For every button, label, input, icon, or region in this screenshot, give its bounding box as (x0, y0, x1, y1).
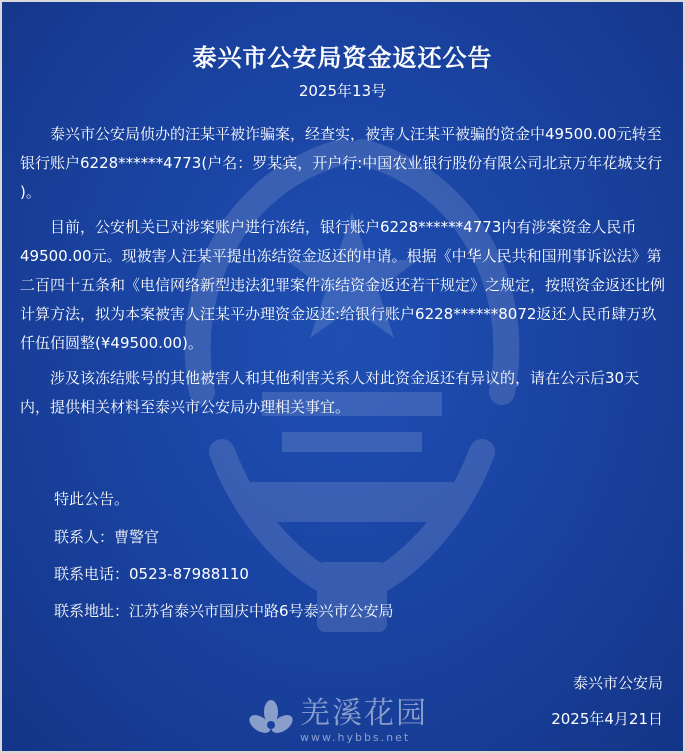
issue-date: 2025年4月21日 (551, 710, 663, 728)
document-number: 2025年13号 (298, 82, 387, 100)
issuer-name: 泰兴市公安局 (572, 674, 663, 692)
paragraph-refund-decision: 目前，公安机关已对涉案账户进行冻结，银行账户6228******4773内有涉案资金人民币49500.00元。现被害人汪某平提出冻结资金返还的申请。根据《中华人民共和国刑事诉讼法》第二百四十五条和《电信网络新型违法犯罪案件冻结资金返还若干规定》之规定，按照资金返还比例计算方法，拟为本案被害人汪某平办理资金返还:给银行账户6228******8072返还人民币肆万玖仟伍佰圆整(¥49500.00)。 (20, 218, 666, 352)
watermark-name: 羌溪花园 (300, 696, 428, 731)
watermark-url: www.hybbs.net (300, 731, 411, 744)
closing-text: 特此公告。 (54, 490, 130, 508)
site-watermark (248, 698, 428, 744)
contact-person: 联系人：曹警官 (54, 528, 160, 546)
notice-title: 泰兴市公安局资金返还公告 (192, 44, 493, 72)
notice-body (20, 120, 668, 428)
paragraph-case-facts: 泰兴市公安局侦办的汪某平被诈骗案，经查实，被害人汪某平被骗的资金中49500.00元转至银行账户6228******4773(户名：罗某宾，开户行:中国农业银行股份有限公司北京万年花城支行 )。 (20, 125, 663, 201)
paragraph-objection: 涉及该冻结账号的其他被害人和其他利害关系人对此资金返还有异议的，请在公示后30天内，提供相关材料至泰兴市公安局办理相关事宜。 (20, 369, 640, 416)
contact-phone: 联系电话：0523-87988110 (54, 565, 249, 583)
contact-address: 联系地址：江苏省泰兴市国庆中路6号泰兴市公安局 (54, 602, 394, 620)
flower-logo-icon (248, 698, 294, 744)
